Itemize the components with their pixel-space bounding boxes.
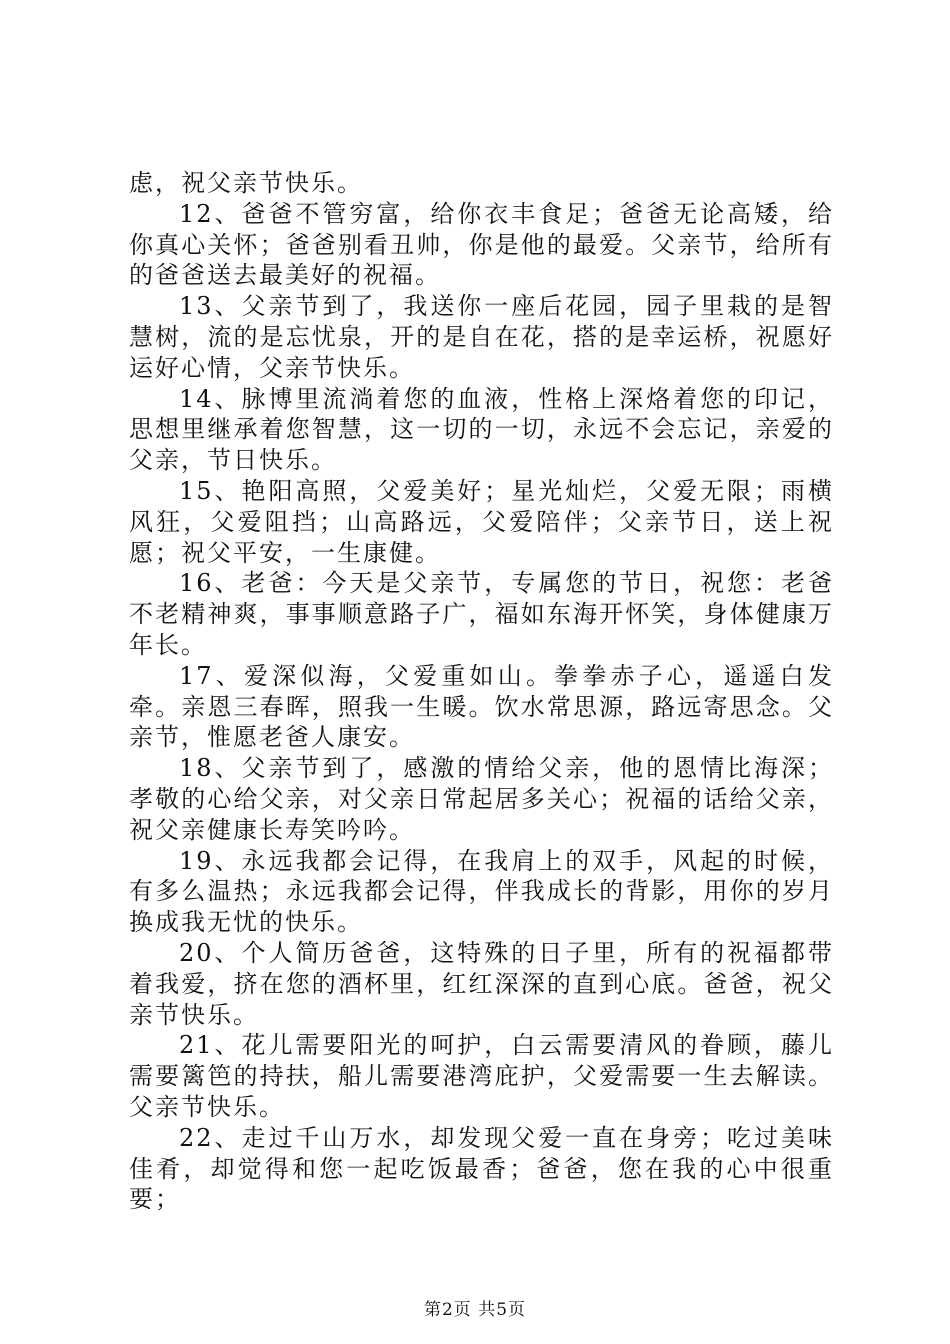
paragraph-18: 18、父亲节到了，感激的情给父亲，他的恩情比海深；孝敬的心给父亲，对父亲日常起居多关心；祝福的话给父亲，祝父亲健康长寿笑吟吟。: [129, 754, 834, 844]
document-body: [129, 168, 834, 1215]
paragraph-19: 19、永远我都会记得，在我肩上的双手，风起的时候，有多么温热；永远我都会记得，伴我成长的背影，用你的岁月换成我无忧的快乐。: [129, 846, 834, 937]
paragraph-continuation: 虑，祝父亲节快乐。: [129, 169, 363, 197]
paragraph-20: 20、个人简历爸爸，这特殊的日子里，所有的祝福都带着我爱，挤在您的酒杯里，红红深深的直到心底。爸爸，祝父亲节快乐。: [129, 938, 834, 1029]
paragraph-13: 13、父亲节到了，我送你一座后花园，园子里栽的是智慧树，流的是忘忧泉，开的是自在花，搭的是幸运桥，祝愿好运好心情，父亲节快乐。: [129, 292, 834, 382]
paragraph-14: 14、脉博里流淌着您的血液，性格上深烙着您的印记，思想里继承着您智慧，这一切的一切，永远不会忘记，亲爱的父亲，节日快乐。: [129, 384, 834, 475]
paragraph-21: 21、花儿需要阳光的呵护，白云需要清风的眷顾，藤儿需要篱笆的持扶，船儿需要港湾庇护，父爱需要一生去解读。父亲节快乐。: [129, 1031, 834, 1121]
paragraph-16: 16、老爸：今天是父亲节，专属您的节日，祝您：老爸不老精神爽，事事顺意路子广，福如东海开怀笑，身体健康万年长。: [129, 569, 834, 659]
paragraph-12: 12、爸爸不管穷富，给你衣丰食足；爸爸无论高矮，给你真心关怀；爸爸别看丑帅，你是他的最爱。父亲节，给所有的爸爸送去最美好的祝福。: [129, 199, 834, 290]
page-footer: 第2页 共5页: [423, 1300, 527, 1320]
paragraph-22: 22、走过千山万水，却发现父爱一直在身旁；吃过美味佳肴，却觉得和您一起吃饭最香；爸爸，您在我的心中很重要；: [129, 1123, 834, 1214]
paragraph-15: 15、艳阳高照，父爱美好；星光灿烂，父爱无限；雨横风狂，父爱阻挡；山高路远，父爱陪伴；父亲节日，送上祝愿；祝父平安，一生康健。: [129, 476, 834, 567]
paragraph-17: 17、爱深似海，父爱重如山。拳拳赤子心，遥遥白发牵。亲恩三春晖，照我一生暖。饮水常思源，路远寄思念。父亲节，惟愿老爸人康安。: [129, 661, 834, 752]
